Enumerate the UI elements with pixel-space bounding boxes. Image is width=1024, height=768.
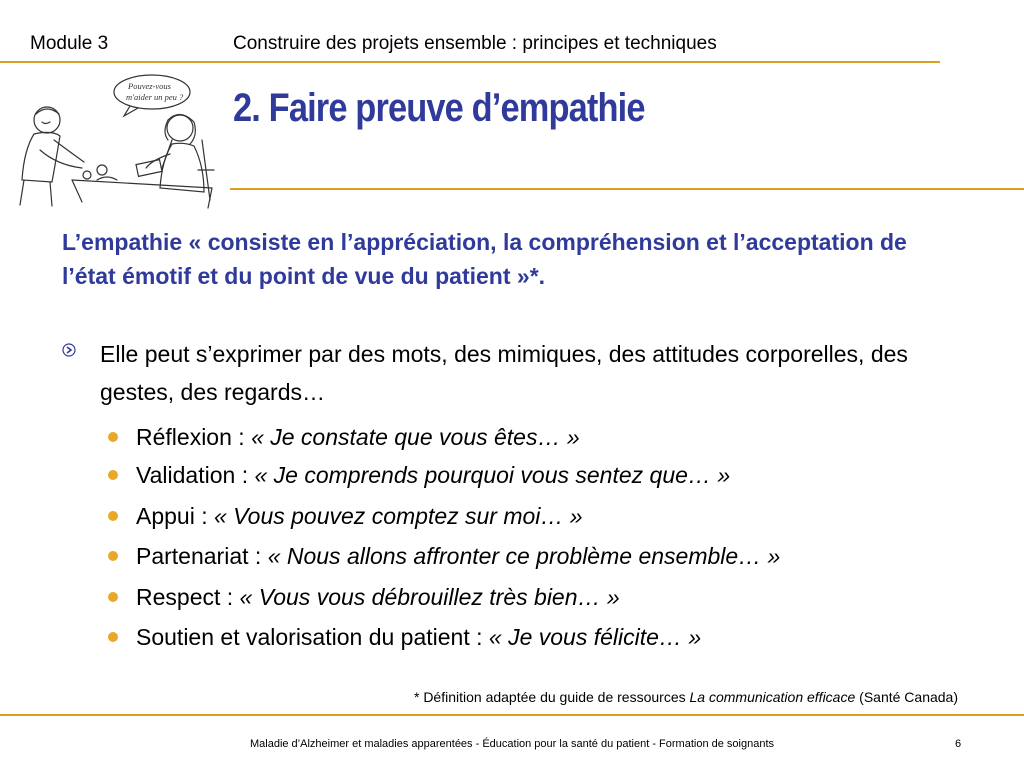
bullet-dot-icon [108, 511, 118, 521]
footer-text: Maladie d’Alzheimer et maladies apparentées - Éducation pour la santé du patient - Formation de soignants [249, 738, 775, 750]
item-quote: « Vous vous débrouillez très bien… » [239, 584, 620, 610]
speech-bubble-line-1: Pouvez-vous [128, 81, 171, 91]
list-item [108, 578, 620, 616]
slide-title: 2. Faire preuve d’empathie [233, 86, 645, 130]
speech-bubble-line-2: m'aider un peu ? [126, 92, 184, 102]
title-divider [230, 188, 1024, 190]
bullet-dot-icon [108, 470, 118, 480]
footnote-suffix: (Santé Canada) [855, 689, 958, 705]
bullet-dot-icon [108, 432, 118, 442]
list-item [108, 456, 730, 494]
chevron-bullet-icon [62, 343, 76, 357]
list-item [108, 618, 701, 656]
list-item [108, 497, 583, 535]
item-label: Appui : [136, 503, 214, 529]
main-point-text: Elle peut s’exprimer par des mots, des mimiques, des attitudes corporelles, des gestes, des regards… [100, 341, 908, 405]
list-item [108, 418, 580, 456]
bullet-dot-icon [108, 632, 118, 642]
item-quote: « Nous allons affronter ce problème ensemble… » [267, 543, 781, 569]
item-label: Partenariat : [136, 543, 268, 569]
footer-divider [0, 714, 1024, 716]
footnote [414, 689, 958, 705]
item-label: Réflexion : [136, 424, 252, 450]
item-quote: « Je constate que vous êtes… » [251, 424, 580, 450]
page-number: 6 [955, 738, 962, 750]
item-quote: « Vous pouvez comptez sur moi… » [214, 503, 583, 529]
item-label: Respect : [136, 584, 240, 610]
item-label: Validation : [136, 462, 255, 488]
footnote-source-title: La communication efficace [689, 689, 856, 705]
bullet-dot-icon [108, 592, 118, 602]
item-quote: « Je comprends pourquoi vous sentez que… » [254, 462, 731, 488]
module-label: Module 3 [30, 33, 109, 54]
footnote-prefix: * Définition adaptée du guide de ressources [413, 689, 690, 705]
bullet-dot-icon [108, 551, 118, 561]
empathy-definition: L’empathie « consiste en l’appréciation, la compréhension et l’acceptation de l’état émotif et du point de vue du patient »*. [62, 229, 907, 289]
header-divider [0, 61, 940, 63]
consultation-sketch-illustration [12, 70, 217, 210]
item-label: Soutien et valorisation du patient : [136, 624, 489, 650]
item-quote: « Je vous félicite… » [488, 624, 702, 650]
topic-label: Construire des projets ensemble : principes et techniques [233, 33, 717, 54]
list-item [108, 537, 780, 575]
